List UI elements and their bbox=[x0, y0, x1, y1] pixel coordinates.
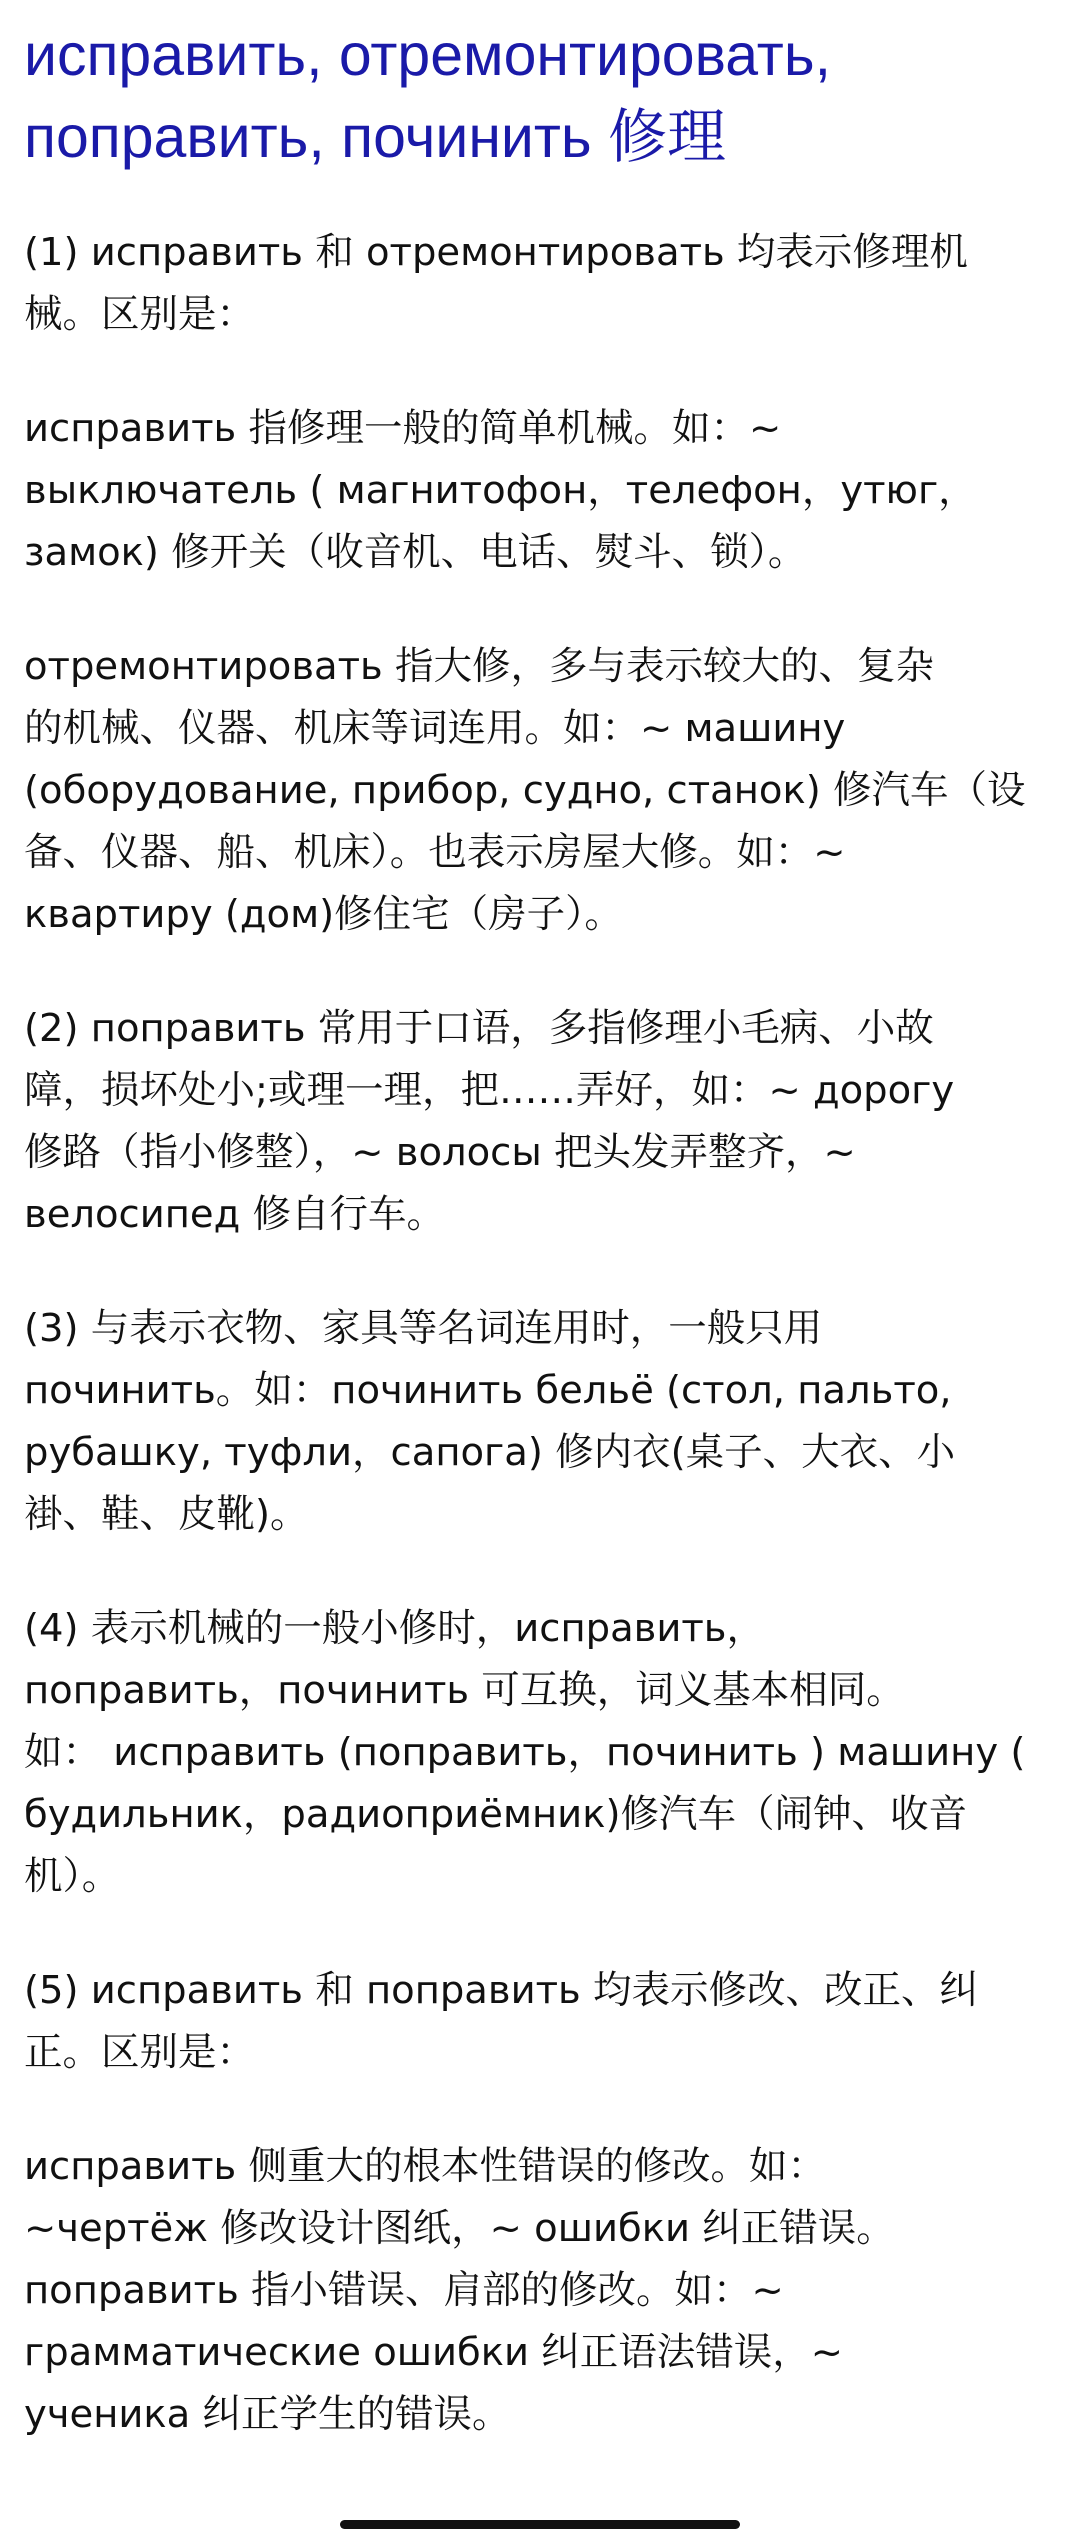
text-line: ~чертёж 修改设计图纸，~ ошибки 纠正错误。 bbox=[24, 2206, 895, 2251]
text-line: поправить，починить 可互换，词义基本相同。 bbox=[24, 1668, 905, 1713]
text-line: будильник，радиоприёмник)修汽车（闹钟、收音 bbox=[24, 1792, 967, 1837]
text-line: 正。区别是： bbox=[24, 2030, 256, 2075]
text-line: (оборудование, прибор, судно, станок) 修汽车（设 bbox=[24, 768, 1026, 813]
text-line: 如： исправить (поправить，починить ) машину ( bbox=[24, 1730, 1026, 1775]
text-line: (1) исправить 和 отремонтировать 均表示修理机 bbox=[24, 230, 968, 275]
text-line: 机）。 bbox=[24, 1854, 121, 1899]
text-line: ученика 纠正学生的错误。 bbox=[24, 2392, 511, 2437]
text-line: 障，损坏处小;或理一理，把……弄好，如：~ дорогу bbox=[24, 1068, 955, 1113]
text-line: (2) поправить 常用于口语，多指修理小毛病、小故 bbox=[24, 1006, 934, 1051]
text-line: 的机械、仪器、机床等词连用。如：~ машину bbox=[24, 706, 846, 751]
title-line: исправить, отремонтировать, bbox=[24, 22, 831, 88]
text-line: выключатель ( магнитофон，телефон，утюг， bbox=[24, 468, 977, 513]
paragraph-2 bbox=[24, 398, 1052, 584]
text-line: 修路（指小修整），~ волосы 把头发弄整齐，~ bbox=[24, 1130, 856, 1175]
text-line: замок) 修开关（收音机、电话、熨斗、锁）。 bbox=[24, 530, 807, 575]
text-line: починить。如：починить бельё (стол, пальто, bbox=[24, 1368, 952, 1413]
text-line: 褂、鞋、皮靴)。 bbox=[24, 1492, 309, 1537]
text-line: 备、仪器、船、机床）。也表示房屋大修。如：~ bbox=[24, 830, 846, 875]
title-line: поправить, починить 修理 bbox=[24, 104, 727, 170]
paragraph-8 bbox=[24, 2136, 1052, 2446]
text-line: отремонтировать 指大修，多与表示较大的、复杂 bbox=[24, 644, 934, 689]
paragraph-3 bbox=[24, 636, 1052, 946]
article-body bbox=[24, 222, 1052, 2446]
text-line: квартиру (дом)修住宅（房子）。 bbox=[24, 892, 623, 937]
paragraph-7 bbox=[24, 1960, 1052, 2084]
text-line: рубашку, туфли，сапога) 修内衣(桌子、大衣、小 bbox=[24, 1430, 956, 1475]
page-title bbox=[24, 14, 1052, 178]
text-line: грамматические ошибки 纠正语法错误，~ bbox=[24, 2330, 844, 2375]
text-line: 械。区别是： bbox=[24, 292, 256, 337]
text-line: исправить 指修理一般的简单机械。如：~ bbox=[24, 406, 782, 451]
paragraph-5 bbox=[24, 1298, 1052, 1546]
text-line: (4) 表示机械的一般小修时，исправить， bbox=[24, 1606, 765, 1651]
home-indicator-bar[interactable] bbox=[340, 2520, 740, 2529]
paragraph-1 bbox=[24, 222, 1052, 346]
text-line: исправить 侧重大的根本性错误的修改。如： bbox=[24, 2144, 826, 2189]
text-line: велосипед 修自行车。 bbox=[24, 1192, 445, 1237]
paragraph-4 bbox=[24, 998, 1052, 1246]
text-line: (3) 与表示衣物、家具等名词连用时，一般只用 bbox=[24, 1306, 823, 1351]
text-line: (5) исправить 和 поправить 均表示修改、改正、纠 bbox=[24, 1968, 978, 2013]
text-line: поправить 指小错误、肩部的修改。如：~ bbox=[24, 2268, 784, 2313]
paragraph-6 bbox=[24, 1598, 1052, 1908]
